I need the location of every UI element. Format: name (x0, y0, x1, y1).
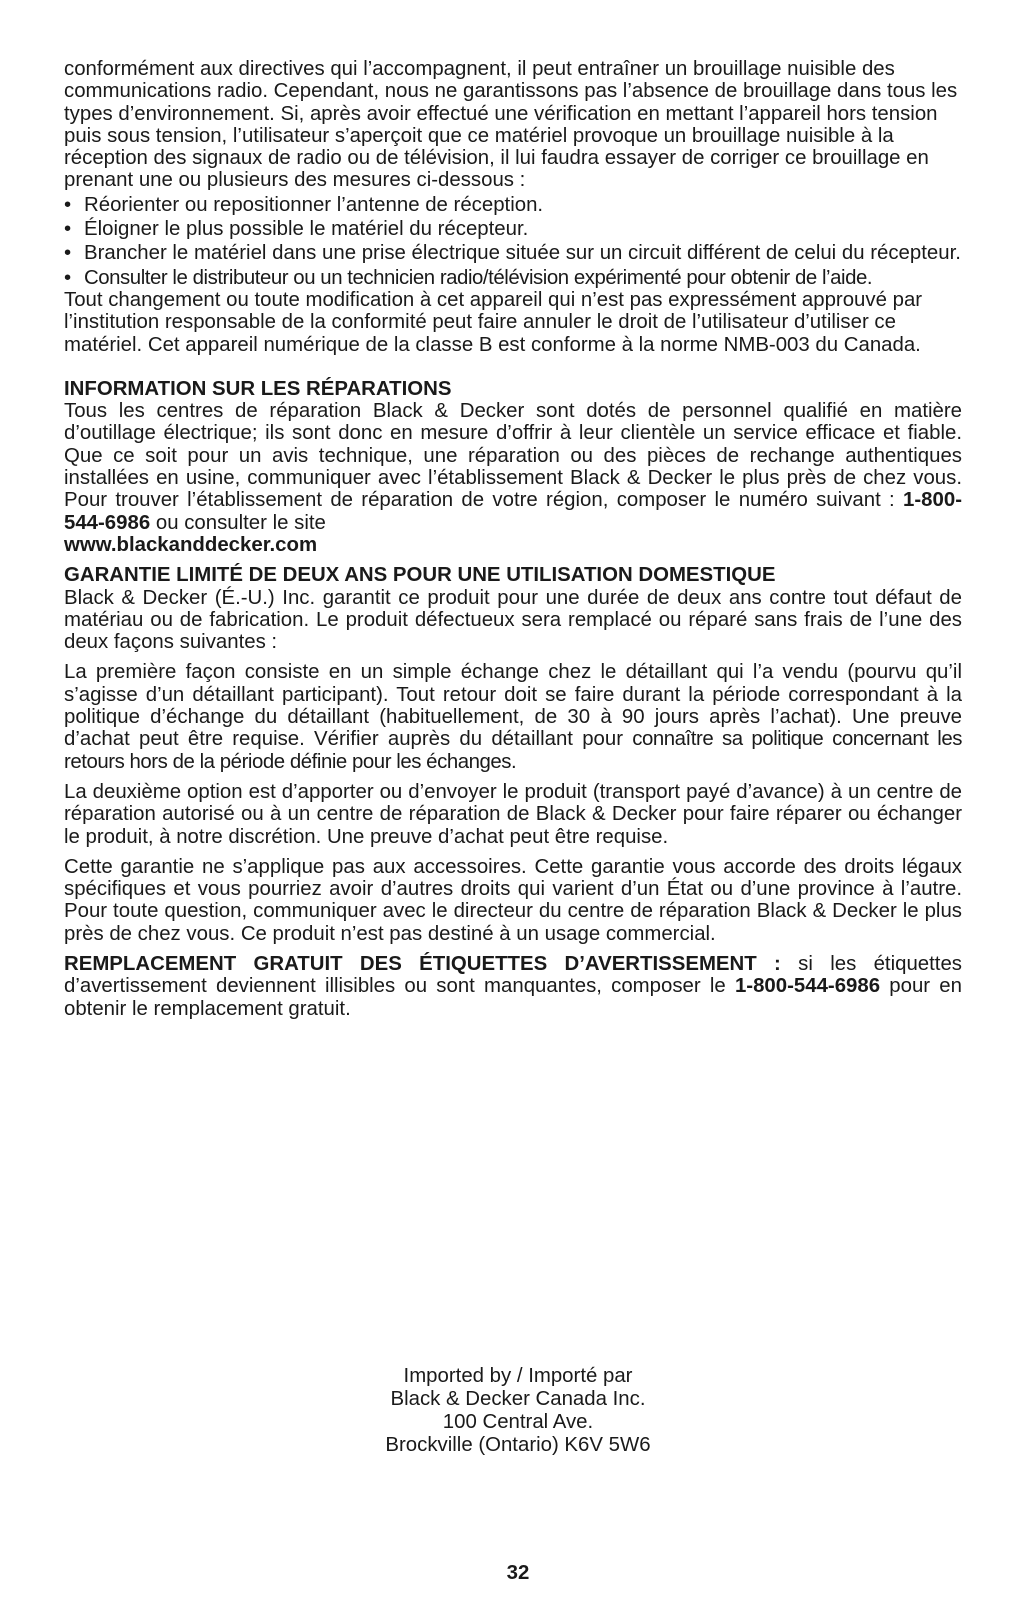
importer-line: Imported by / Importé par (403, 1365, 633, 1387)
warranty-paragraph-1: Black & Decker (É.-U.) Inc. garantit ce produit pour une durée de deux ans contre tout défaut de matériau ou de fabrication. Le produit défectueux sera remplacé ou réparé sans frais de l’une des deux façons suivantes : (64, 586, 962, 654)
labels-phone: 1-800-544-6986 (734, 975, 881, 998)
repairs-after-phone: ou consulter le site (155, 511, 326, 534)
bullet-item (64, 267, 962, 289)
bullet-icon: • (64, 242, 72, 265)
importer-address (0, 1365, 1036, 1457)
bullet-icon: • (64, 218, 72, 241)
bullet-icon: • (64, 193, 72, 216)
warranty-p2-end: connaître sa politique concernant les retours hors de la période définie pour les échanges. (64, 728, 962, 773)
warranty-p2-main: La première façon consiste en un simple échange chez le détaillant qui l’a vendu (pourvu qu’il s’agisse d’un détaillant participant). Tout retour doit se faire durant la période correspondant à la politique d’échange du détaillant (habituellement, de 30 à 90 jours après l’achat). Une preuve d’achat peut être requise. Vérifier auprès du détaillant pour (64, 661, 962, 751)
importer-line: Black & Decker Canada Inc. (390, 1388, 646, 1410)
importer-line: Brockville (Ontario) K6V 5W6 (385, 1434, 651, 1456)
bullet-text: Brancher le matériel dans une prise électrique située sur un circuit différent de celui du récepteur. (84, 242, 961, 265)
bullet-text: Réorienter ou repositionner l’antenne de réception. (84, 193, 544, 216)
repairs-body: Tous les centres de réparation Black & Decker sont dotés de personnel qualifié en matière d’outillage électrique; ils sont donc en mesure d’offrir à leur clientèle un service efficace et fiable. Que ce soit pour un avis technique, une réparation ou des pièces de rechange authentiques installées en usine, communiquer avec l’établissement Black & Decker le plus près de chez vous. Pour trouver l’établissement de réparation de votre région, composer le numéro suivant : (64, 400, 962, 512)
labels-body: si les étiquettes d’avertissement deviennent illisibles ou sont manquantes, composer le (64, 952, 963, 998)
bullet-item (64, 218, 962, 240)
repairs-phone: 1-800-544-6986 (64, 489, 962, 534)
bullet-item (64, 242, 962, 264)
repairs-paragraph (64, 400, 962, 556)
importer-line: 100 Central Ave. (442, 1411, 594, 1433)
labels-heading: REMPLACEMENT GRATUIT DES ÉTIQUETTES D’AVERTISSEMENT : (64, 952, 781, 975)
repairs-heading: INFORMATION SUR LES RÉPARATIONS (64, 377, 452, 400)
bullet-text: Consulter le distributeur ou un technicien radio/télévision expérimenté pour obtenir de l’aide. (84, 266, 873, 289)
warranty-paragraph-3: La deuxième option est d’apporter ou d’envoyer le produit (transport payé d’avance) à un centre de réparation autorisé ou à un centre de réparation de Black & Decker pour faire réparer ou échanger le produit, à notre discrétion. Une preuve d’achat peut être requise. (64, 780, 962, 848)
bullet-item (64, 194, 962, 216)
labels-paragraph (64, 953, 962, 1020)
bullet-icon: • (64, 266, 71, 289)
warranty-heading: GARANTIE LIMITÉ DE DEUX ANS POUR UNE UTILISATION DOMESTIQUE (64, 564, 776, 587)
labels-tail: pour en obtenir le remplacement gratuit. (64, 975, 962, 1020)
bullet-text: Éloigner le plus possible le matériel du récepteur. (84, 218, 529, 241)
warranty-paragraph-4: Cette garantie ne s’applique pas aux accessoires. Cette garantie vous accorde des droits légaux spécifiques et vous pourriez avoir d’autres droits qui varient d’un État ou d’une province à l’autre. Pour toute question, communiquer avec le directeur du centre de réparation Black & Decker le plus près de chez vous. Ce produit n’est pas destiné à un usage commercial. (64, 855, 962, 945)
website-link[interactable]: www.blackanddecker.com (64, 533, 318, 556)
page-number: 32 (506, 1562, 530, 1584)
interference-paragraph: conformément aux directives qui l’accompagnent, il peut entraîner un brouillage nuisible des communications radio. Cependant, nous ne garantissons pas l’absence de brouillage dans tous les types d’environnement. Si, après avoir effectué une vérification en mettant l’appareil hors tension puis sous tension, l’utilisateur s’aperçoit que ce matériel provoque un brouillage nuisible à la réception des signaux de radio ou de télévision, il lui faudra essayer de corriger ce brouillage en prenant une ou plusieurs des mesures ci-dessous : (64, 58, 958, 192)
warranty-paragraph-2 (64, 661, 962, 772)
modification-paragraph: Tout changement ou toute modification à cet appareil qui n’est pas expressément approuvé par l’institution responsable de la conformité peut faire annuler le droit de l’utilisateur d’utiliser ce matériel. Cet appareil numérique de la classe B est conforme à la norme NMB-003 du Canada. (64, 288, 923, 356)
